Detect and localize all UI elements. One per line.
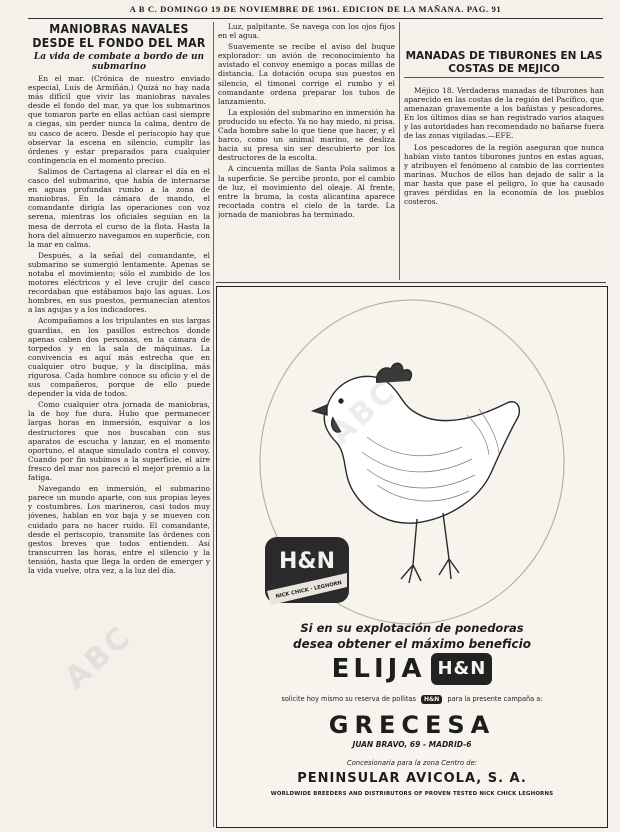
column-rule xyxy=(213,22,214,827)
article-paragraph: En el mar. (Crónica de nuestro enviado especial, Luis de Armiñán.) Quizá no hay nada más difícil que vivir las maniobras navales desde el fondo del mar, ya que los submarinos que tomaron parte en ellas actúan casi siempre a ciegas, sin perder nunca la calma, dentro de su casco de acero. Desde el periscopio hay que observar la escena en silencio, cumplir las órdenes y estar preparados para cualquier contingencia en el momento preciso. xyxy=(28,74,210,165)
ad-company-name: GRECESA xyxy=(328,711,496,739)
hn-badge-text: H&N xyxy=(278,549,336,574)
ad-tagline-1: Si en su explotación de ponedoras xyxy=(300,621,524,635)
article-paragraph: Luz, palpitante. Se navega con los ojos fijos en el agua. xyxy=(218,22,395,41)
article-subhead: La vida de combate a bordo de un submarino xyxy=(33,52,205,72)
page-header: A B C. DOMINGO 19 DE NOVIEMBRE DE 1961. EDICION DE LA MAÑANA. PAG. 91 xyxy=(28,4,603,19)
article-paragraph: A cincuenta millas de Santa Pola salimos a la superficie. Se percibe pronto, por el cambio de luz, el movimiento del oleaje. Al frente, entre la bruma, la costa alicantina aparece recortada contra el cielo de la tarde. La jornada de maniobras ha terminado. xyxy=(218,164,395,219)
hn-badge-caption: NICK CHICK · LEGHORN xyxy=(275,580,343,600)
ad-company-address: JUAN BRAVO, 69 - MADRID-6 xyxy=(352,740,472,749)
ad-order-text: solicite hoy mismo su reserva de pollitas xyxy=(281,695,416,703)
article-headline: MANIOBRAS NAVALES DESDE EL FONDO DEL MAR xyxy=(32,22,206,50)
article-paragraph: Como cualquier otra jornada de maniobras, la de hoy fue dura. Hubo que permanecer largas horas en inmersión, esquivar a los destructores que nos buscaban con sus aparatos de escucha y lanzar, en el momento oportuno, el ataque simulado contra el convoy. Cuando por fin subimos a la superficie, el aire fresco del mar nos pareció el mejor premio a la fatiga. xyxy=(28,400,210,483)
hn-chicks-advertisement xyxy=(216,286,608,828)
article-column-3 xyxy=(404,86,604,278)
article-paragraph: Salimos de Cartagena al clarear el día en el casco del submarino, que había de internarse en aguas profundas rumbo a la zona de maniobras. En la cámara de mando, el comandante dirigía las operaciones con voz serena, mientras los oficiales seguían en la mesa de derrota el curso de la flota. Hasta la hora del almuerzo navegamos en superficie, con la mar en calma. xyxy=(28,166,210,249)
ad-order-brand: H&N xyxy=(421,695,442,704)
ad-concession-note: Concesionaria para la zona Centro de: xyxy=(346,759,478,767)
article-paragraph: La explosión del submarino en inmersión ha producido su efecto. Ya no hay miedo, ni prisa. Cada hombre sabe lo que tiene que hacer, y el barco, como un animal marino, se desliza hacia su presa sin ser descubierto por los destructores de la escolta. xyxy=(218,107,395,163)
article-headline-2: MANADAS DE TIBURONES EN LAS COSTAS DE MEJICO xyxy=(404,50,604,78)
ad-worldwide-line: WORLDWIDE BREEDERS AND DISTRIBUTORS OF PROVEN TESTED NICK CHICK LEGHORNS xyxy=(270,791,554,797)
article-paragraph: Acompañamos a los tripulantes en sus largas guardias, en los pasillos estrechos donde apenas caben dos personas, en la cámara de torpedos y en la sala de máquinas. La convivencia es aquí más estrecha que en cualquier otro buque, y la disciplina, más rigurosa. Cada hombre conoce su oficio y el de sus compañeros, porque de ello puede depender la vida de todos. xyxy=(28,316,210,399)
article-column-1 xyxy=(28,74,210,828)
ad-order-text-end: para la presente campaña a: xyxy=(447,695,543,703)
article-column-2 xyxy=(218,22,395,280)
ad-elija-word: ELIJA xyxy=(331,654,426,684)
article-paragraph: Suavemente se recibe el aviso del buque explorador: un avión de reconocimiento ha avistado el convoy enemigo a pocas millas de distancia. La dotación ocupa sus puestos en silencio, el timonel corrige el rumbo y el comandante ordena preparar los tubos de lanzamiento. xyxy=(218,42,395,106)
ad-order-line xyxy=(225,695,599,704)
ad-tagline-2: desea obtener el máximo beneficio xyxy=(293,637,531,651)
ad-elija-brand: H&N xyxy=(431,653,492,685)
article-paragraph: Méjico 18. Verdaderas manadas de tiburones han aparecido en las costas de la región del Pacífico, que amenazan gravemente a los bañistas y pescadores. En los últimos días se han registrado varios ataques y las autoridades han recomendado no bañarse fuera de las zonas vigiladas.—EFE. xyxy=(404,86,604,141)
article-paragraph: Después, a la señal del comandante, el submarino se sumergió lentamente. Apenas se notaba el movimiento; sólo el zumbido de los motores eléctricos y el leve crujir del casco recordaban que estábamos bajo las aguas. Los hombres, en sus puestos, permanecían atentos a las agujas y a los indicadores. xyxy=(28,250,210,315)
ad-distributor-name: PENINSULAR AVICOLA, S. A. xyxy=(297,771,527,786)
article-paragraph: Navegando en inmersión, el submarino parece un mundo aparte, con sus propias leyes y costumbres. Los marineros, casi todos muy jóvenes, hablan en voz baja y se mueven con cuidado para no hacer ruido. El comandante, desde el periscopio, transmite las órdenes con gestos breves que todos entienden. Así transcurren las horas, entre el silencio y la tensión, hasta que llega la orden de emerger y la vida vuelve, otra vez, a la luz del día. xyxy=(28,484,210,575)
abc-watermark: ABC xyxy=(58,618,139,697)
column-rule xyxy=(399,22,400,280)
ad-elija-headline xyxy=(277,653,547,685)
article-paragraph: Los pescadores de la región aseguran que nunca habían visto tantos tiburones juntos en estas aguas, y atribuyen el fenómeno al cambio de las corrientes marinas. Muchos de ellos han dejado de salir a la mar hasta que pase el peligro, lo que ha causado graves pérdidas en la economía de los pueblos costeros. xyxy=(404,142,604,207)
section-rule xyxy=(216,282,606,283)
